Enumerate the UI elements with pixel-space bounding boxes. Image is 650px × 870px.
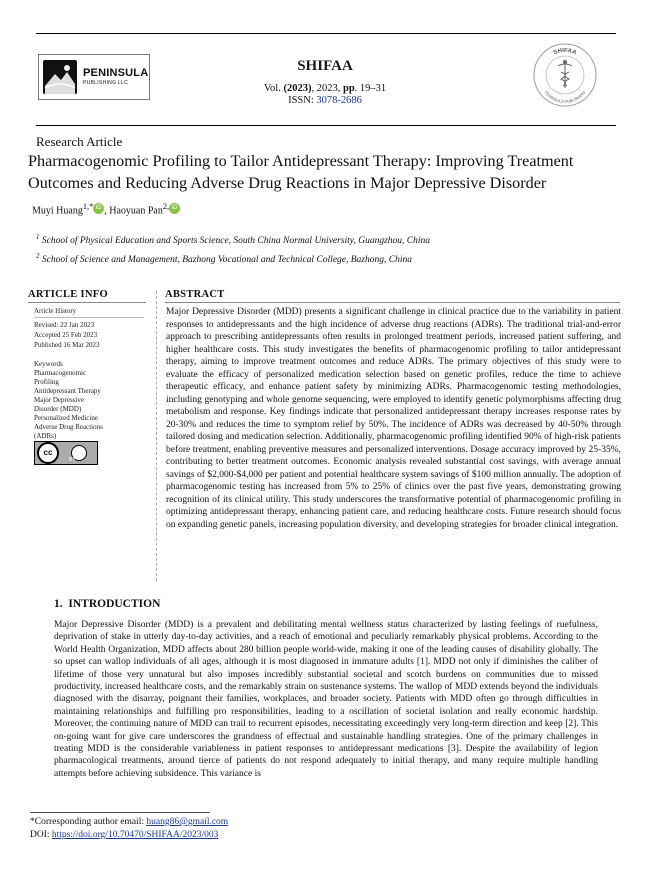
keyword: Antidepressant Therapy (34, 387, 101, 395)
journal-seal (532, 42, 598, 108)
author-email-link[interactable]: huang86@gmail.com (146, 817, 229, 827)
keyword: Profiling (34, 378, 59, 386)
article-history-rule (34, 317, 144, 318)
affiliation: $^2$ School of Science and Management, Bazhong Vocational and Technical College, Bazhong, China (36, 252, 412, 266)
keyword: Personalized Medicine (34, 414, 98, 422)
publisher-name: PENINSULA (83, 67, 149, 79)
column-divider (156, 291, 158, 581)
journal-header (200, 58, 450, 106)
article-info-heading: ARTICLE INFO (28, 289, 108, 300)
volume-line: Vol. (2023), 2023, pp. 19–31 (263, 83, 387, 94)
corresponding-author: *Corresponding author email: huang86@gmail.com (30, 817, 229, 827)
orcid-icon[interactable]: iD (93, 203, 104, 214)
keywords-label: Keywords (34, 360, 63, 368)
keyword: Disorder (MDD) (34, 405, 82, 413)
author-name: Muyi Huang (32, 205, 83, 217)
caduceus-icon (558, 61, 572, 89)
article-history-label: Article History (34, 307, 77, 315)
article-info-rule (28, 302, 146, 303)
svg-text:SHIFAA (553, 48, 578, 57)
issn-link[interactable]: 3078-2686 (316, 95, 362, 106)
publisher-logo (38, 54, 150, 100)
abstract-heading: ABSTRACT (165, 289, 225, 300)
cc-by-license-badge[interactable] (34, 441, 98, 465)
seal-bottom-text: PENINSULA PUBLISHING (543, 89, 587, 105)
keyword: Major Depressive (34, 396, 84, 404)
header-top-rule (36, 33, 616, 34)
accepted-date: Accepted 25 Feb 2023 (34, 331, 98, 339)
keyword: (ADRs) (34, 432, 57, 440)
abstract-text: Major Depressive Disorder (MDD) presents a significant challenge in clinical practice due to the variability in patient responses to antidepressants and the high incidence of adverse drug reactions (ADRs). The traditional trial-and-error approach to prescribing antidepressants often results in prolonged treatment periods, increased patient suffering, and higher healthcare costs. This study investigates the benefits of pharmacogenomic profiling to tailor antidepressant therapy, aiming to improve treatment outcomes and reduce ADRs. The primary objectives of this study were to evaluate the efficacy of personalized medication selection based on genetic profiles, reduce the time to achieve therapeutic efficacy, and enhance patient safety by minimizing ADRs. Pharmacogenomic testing methodologies, including genotyping and whole genome sequencing, were employed to identify genetic polymorphisms affecting drug metabolism and response. Key findings indicate that personalized antidepressant therapy increases response rates by 20-30% and reduces the time to symptom relief by 50%. The incidence of ADRs was decreased by 40-50% through tailored dosing and medication selection. Additionally, pharmacogenomic profiling identified 90% of high-risk patients before treatment, enabling preventive measures and personalized interventions. Dosage accuracy improved by 25-35%, contributing to better treatment outcomes. Economic analysis revealed substantial cost savings, with average annual savings of $2,000-$4,000 per patient and potential healthcare system savings of $100 million annually. The adoption of pharmacogenomic testing has increased from 5% to 25% of clinics over the past five years, demonstrating growing recognition of its clinical utility. This study underscores the transformative potential of pharmacogenomic profiling in optimizing antidepressant therapy, enhancing patient care, and reducing healthcare costs. Future research should focus on expanding genetic panels, increasing population diversity, and developing strategies for broader clinical integration. (166, 307, 621, 530)
author-superscript: 1,* (82, 202, 94, 211)
author-superscript: 2, (162, 202, 170, 211)
keyword: Adverse Drug Reactions (34, 423, 103, 431)
orcid-icon[interactable]: iD (169, 203, 180, 214)
mountain-logo-icon (43, 60, 77, 94)
issn-line: ISSN: 3078-2686 (288, 95, 362, 106)
doi-line: DOI: https://doi.org/10.70470/SHIFAA/2023/003 (30, 830, 219, 840)
by-label: BY (69, 457, 76, 463)
publisher-subtitle: PUBLISHING LLC (83, 80, 129, 86)
cc-icon: cc (37, 442, 59, 464)
paper-title: Pharmacogenomic Profiling to Tailor Antidepressant Therapy: Improving Treatment Outcomes and Reducing Adverse Drug Reactions in Major Depressive Disorder (28, 152, 574, 192)
keyword: Pharmacogenomic (34, 369, 87, 377)
author-name: Haoyuan Pan (109, 205, 163, 217)
journal-name: SHIFAA (297, 58, 353, 74)
abstract-rule (165, 302, 620, 303)
header-bottom-rule (36, 125, 616, 126)
published-date: Published 16 Mar 2023 (34, 341, 100, 349)
seal-top-text: SHIFAA (552, 47, 578, 57)
introduction-heading: 1. INTRODUCTION (54, 598, 161, 610)
author-list: Muyi Huang$^{1,*}$ iD , Haoyuan Pan$^{2,}$ iD (32, 202, 180, 216)
introduction-text: Major Depressive Disorder (MDD) is a prevalent and debilitating mental wellness status characterized by lasting feelings of ruefulness, deprivation of stake in utterly day-to-day activities, and a reach of emotional and peculiarly remarkably physical problems. According to the World Health Organization, MDD affects about 280 billion people world-wide, making it one of the leading causes of disability globally. The so upset can wallop individuals of all ages, although it is most diagnosed in immature adults [1]. MDD not only if diminishes the caliber of lifetime of those very unnatural but also imposes incredibly substantial societal and scotch burdens on communities due to missed productivity, increased healthcare costs, and the remarkably strain on sustenance systems. The wallop of MDD extends beyond the individuals diagnosed with the disarray, poignant their families, workplaces, and broader society. Patients with MDD often go through difficulties in maintaining relationships and fulfilling pro responsibilities, leading to a oscillation of societal isolation and really economic hardship. Moreover, the continuing nature of MDD can trail to recurrent episodes, necessitating exceedingly very long-term direction and keep [2]. This on-going want for give care underscores the grandness of effectual and sustainable handling strategies. One of the primary challenges in treating MDD is the considerable variableness in patient responses to antidepressant medications [3]. Despite the availability of legion pharmacological treatments, around tierce of patients do not respond adequately to initial therapy, and many require multiple handling attempts before achieving subsidence. This variance is (54, 620, 598, 779)
revised-date: Revised: 22 Jan 2023 (34, 321, 95, 329)
article-type: Research Article (36, 134, 123, 149)
footnote-rule (30, 812, 210, 813)
doi-link[interactable]: https://doi.org/10.70470/SHIFAA/2023/003 (51, 830, 219, 840)
affiliation: $^1$ School of Physical Education and Sports Science, South China Normal University, Guangzhou, China (36, 233, 431, 247)
